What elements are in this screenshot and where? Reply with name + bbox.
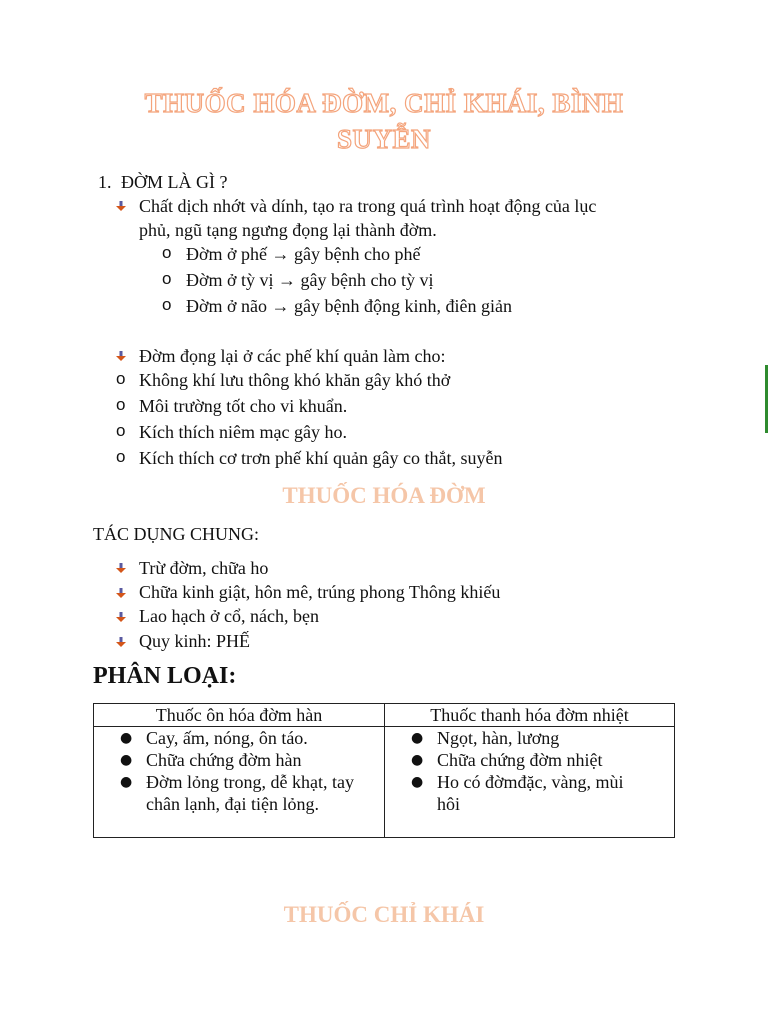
document-title-line2: SUYỄN	[336, 124, 432, 154]
col2-header: Thuốc thanh hóa đờm nhiệt	[385, 704, 675, 727]
down-arrow-bullet-icon	[115, 587, 127, 599]
classification-heading: PHÂN LOẠI:	[93, 663, 237, 689]
col1-header: Thuốc ôn hóa đờm hàn	[94, 704, 385, 727]
list-item	[120, 727, 384, 749]
document-title-line1: THUỐC HÓA ĐỜM, CHỈ KHÁI, BÌNH	[144, 88, 624, 118]
list-item	[120, 749, 384, 771]
hollow-circle-bullet-icon: o	[116, 447, 126, 466]
col1-cell	[94, 727, 385, 838]
col2-cell	[385, 727, 675, 838]
section-heading: ĐỜM LÀ GÌ ?	[121, 172, 228, 192]
list-item-text: Ho có đờmđặc, vàng, mùi hôi	[437, 772, 624, 814]
effect-item: Kích thích cơ trơn phế khí quản gây co thắt, suyễn	[139, 448, 503, 468]
filled-dot-bullet-icon: ●	[411, 774, 424, 790]
down-arrow-bullet-icon	[115, 350, 127, 362]
list-item	[411, 727, 674, 749]
list-item-text: Ngọt, hàn, lương	[437, 728, 560, 748]
filled-dot-bullet-icon: ●	[120, 752, 133, 768]
effect-item: Kích thích niêm mạc gây ho.	[139, 422, 347, 442]
list-item-text: Chữa chứng đờm nhiệt	[437, 750, 603, 770]
bullet-text: Đờm đọng lại ở các phế khí quản làm cho:	[139, 346, 446, 366]
effect-item: Không khí lưu thông khó khăn gây khó thở	[139, 370, 451, 390]
sub-item: Đờm ở phế → gây bệnh cho phế	[186, 244, 421, 264]
general-effect-item: Trừ đờm, chữa ho	[139, 558, 269, 578]
section-title-chi-khai: THUỐC CHỈ KHÁI	[283, 902, 485, 927]
filled-dot-bullet-icon: ●	[411, 730, 424, 746]
general-effects-heading: TÁC DỤNG CHUNG:	[93, 524, 259, 544]
effect-item: Môi trường tốt cho vi khuẩn.	[139, 396, 348, 416]
hollow-circle-bullet-icon: o	[116, 369, 126, 388]
hollow-circle-bullet-icon: o	[162, 243, 172, 262]
list-item-text: Đờm lỏng trong, dễ khạt, tay chân lạnh, đại tiện lỏng.	[146, 772, 354, 814]
down-arrow-bullet-icon	[115, 562, 127, 574]
filled-dot-bullet-icon: ●	[120, 774, 133, 790]
down-arrow-bullet-icon	[115, 611, 127, 623]
sub-item: Đờm ở tỳ vị → gây bệnh cho tỳ vị	[186, 270, 434, 290]
general-effect-item: Chữa kinh giật, hôn mê, trúng phong Thông khiếu	[139, 582, 501, 602]
section-title-hoa-dom: THUỐC HÓA ĐỜM	[282, 483, 486, 508]
bullet-text: Chất dịch nhớt và dính, tạo ra trong quá trình hoạt động của lục	[139, 196, 597, 216]
list-item	[411, 771, 674, 815]
list-item	[120, 771, 384, 815]
list-item-text: Cay, ấm, nóng, ôn táo.	[146, 728, 308, 748]
hollow-circle-bullet-icon: o	[162, 295, 172, 314]
section-number: 1.	[98, 172, 112, 192]
hollow-circle-bullet-icon: o	[116, 395, 126, 414]
hollow-circle-bullet-icon: o	[162, 269, 172, 288]
filled-dot-bullet-icon: ●	[411, 752, 424, 768]
filled-dot-bullet-icon: ●	[120, 730, 133, 746]
hollow-circle-bullet-icon: o	[116, 421, 126, 440]
down-arrow-bullet-icon	[115, 200, 127, 212]
bullet-text-continued: phủ, ngũ tạng ngưng đọng lại thành đờm.	[139, 220, 437, 240]
general-effect-item: Lao hạch ở cổ, nách, bẹn	[139, 606, 319, 626]
list-item-text: Chữa chứng đờm hàn	[146, 750, 302, 770]
general-effect-item: Quy kinh: PHẾ	[139, 631, 251, 651]
down-arrow-bullet-icon	[115, 636, 127, 648]
classification-table	[93, 703, 675, 838]
list-item	[411, 749, 674, 771]
sub-item: Đờm ở não → gây bệnh động kinh, điên giản	[186, 296, 512, 316]
